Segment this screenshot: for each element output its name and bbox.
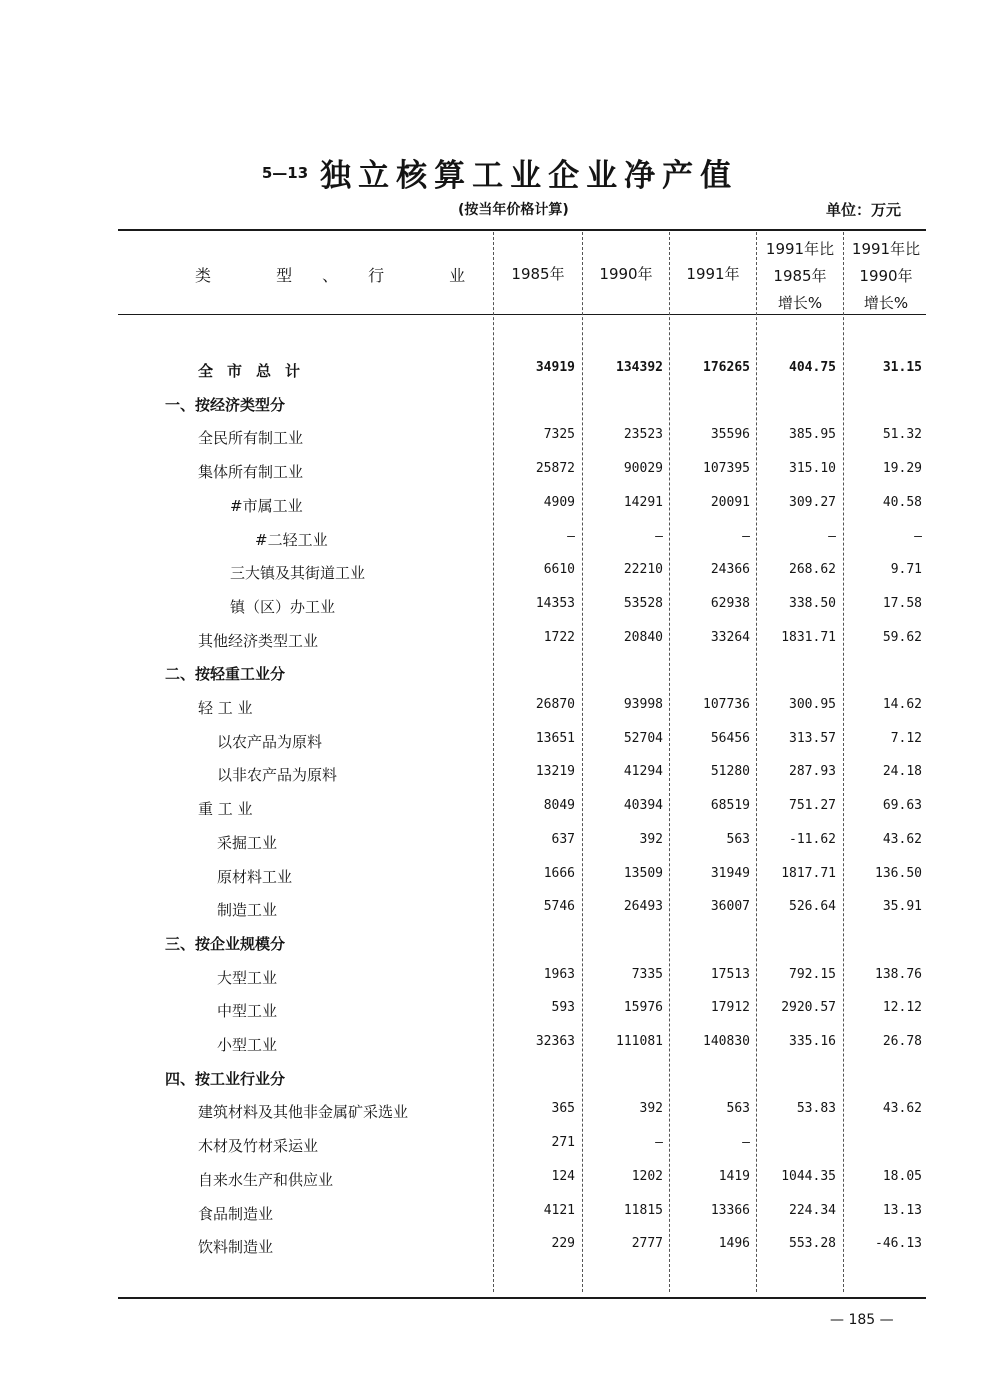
cell-value: 59.62	[882, 629, 922, 645]
table-row	[120, 491, 925, 521]
cell-value: —	[742, 528, 750, 544]
table-row	[120, 1199, 925, 1229]
row-label: 三大镇及其街道工业	[230, 564, 366, 583]
row-label: 全市总计	[198, 362, 315, 380]
cell-value: 287.93	[789, 764, 836, 780]
row-label: 制造工业	[217, 901, 278, 920]
table-row	[120, 760, 925, 790]
cell-value: 1817.71	[781, 865, 836, 881]
cell-value: 138.76	[875, 966, 922, 982]
cell-value: 53528	[623, 595, 663, 611]
cell-value: 51280	[710, 764, 750, 780]
cell-value: 56456	[710, 730, 750, 746]
table-row	[120, 1064, 925, 1094]
cell-value: 1722	[543, 629, 575, 645]
row-label: 建筑材料及其他非金属矿采选业	[198, 1103, 409, 1122]
row-label: 轻 工 业	[198, 699, 253, 717]
row-label: 木材及竹材采运业	[198, 1137, 319, 1156]
header-category: 类 型、行 业	[195, 266, 496, 285]
cell-value: 11815	[623, 1202, 663, 1218]
table-row	[120, 356, 925, 386]
cell-value: 12.12	[882, 1000, 922, 1016]
cell-value: 19.29	[882, 461, 922, 477]
table-row	[120, 727, 925, 757]
table-row	[120, 558, 925, 588]
cell-value: 4909	[543, 494, 575, 510]
row-label: 采掘工业	[217, 833, 278, 852]
cell-value: 34919	[535, 360, 575, 375]
cell-value: 271	[551, 1135, 575, 1151]
row-label: 以非农产品为原料	[217, 766, 338, 785]
cell-value: —	[567, 528, 575, 544]
cell-value: 51.32	[882, 427, 922, 443]
cell-value: 43.62	[882, 831, 922, 847]
table-number: 5—13	[261, 163, 309, 182]
row-label: 自来水生产和供应业	[198, 1170, 334, 1189]
header-growth-1990-line: 增长%	[863, 294, 909, 312]
cell-value: 24.18	[882, 764, 922, 780]
cell-value: —	[655, 1135, 663, 1151]
cell-value: 31949	[710, 865, 750, 881]
table-row	[120, 929, 925, 959]
cell-value: 26.78	[882, 1034, 922, 1049]
row-label: 以农产品为原料	[217, 732, 323, 751]
cell-value: 1666	[543, 865, 575, 881]
cell-value: 41294	[623, 764, 663, 780]
cell-value: 62938	[710, 595, 750, 611]
cell-value: 22210	[623, 562, 663, 578]
cell-value: 2777	[631, 1236, 663, 1252]
cell-value: 751.27	[789, 798, 836, 814]
cell-value: 385.95	[789, 427, 836, 443]
cell-value: 23523	[623, 427, 663, 443]
cell-value: 13509	[623, 865, 663, 881]
cell-value: 107395	[703, 461, 750, 477]
cell-value: 33264	[710, 629, 750, 645]
table-row	[120, 963, 925, 993]
cell-value: 4121	[543, 1202, 575, 1218]
header-growth-1990	[844, 236, 928, 317]
table-row	[120, 1165, 925, 1195]
cell-value: 17513	[710, 966, 750, 982]
header-growth-1985-line: 1991年比	[765, 240, 835, 258]
cell-value: 15976	[623, 1000, 663, 1016]
cell-value: 1419	[718, 1168, 750, 1184]
row-label: 其他经济类型工业	[198, 631, 319, 650]
cell-value: 1044.35	[781, 1168, 836, 1184]
table-title	[0, 150, 1000, 195]
cell-value: 1202	[631, 1168, 663, 1184]
page-number: — 185 —	[830, 1312, 894, 1328]
cell-value: 24366	[710, 562, 750, 578]
table-row	[120, 592, 925, 622]
cell-value: 563	[726, 1101, 750, 1117]
cell-value: 9.71	[890, 562, 922, 578]
header-growth-1990-line: 1990年	[859, 267, 913, 285]
header-1990: 1990年	[599, 265, 653, 283]
cell-value: —	[655, 528, 663, 544]
pricing-note: (按当年价格计算)	[458, 202, 569, 218]
cell-value: 93998	[623, 697, 663, 712]
cell-value: 20091	[710, 494, 750, 510]
cell-value: 14353	[535, 595, 575, 611]
cell-value: 13651	[535, 730, 575, 746]
cell-value: 124	[551, 1168, 575, 1184]
cell-value: 2920.57	[781, 1000, 836, 1016]
row-label: 四、按工业行业分	[165, 1069, 286, 1088]
cell-value: 300.95	[789, 697, 836, 712]
table-row	[120, 457, 925, 487]
cell-value: 43.62	[882, 1101, 922, 1117]
cell-value: 309.27	[789, 494, 836, 510]
cell-value: 90029	[623, 461, 663, 477]
table-row	[120, 1097, 925, 1127]
cell-value: 14.62	[882, 697, 922, 712]
row-label: 三、按企业规模分	[165, 934, 286, 953]
table-row	[120, 895, 925, 925]
cell-value: 26493	[623, 899, 663, 915]
cell-value: 7335	[631, 966, 663, 982]
table-row	[120, 862, 925, 892]
table-row	[120, 1030, 925, 1060]
cell-value: 268.62	[789, 562, 836, 578]
cell-value: 338.50	[789, 595, 836, 611]
cell-value: 107736	[703, 697, 750, 712]
cell-value: 176265	[703, 360, 750, 375]
cell-value: —	[742, 1135, 750, 1151]
cell-value: —	[914, 528, 922, 544]
cell-value: 69.63	[882, 798, 922, 814]
cell-value: 8049	[543, 798, 575, 814]
table-row	[120, 1232, 925, 1262]
row-label: 中型工业	[217, 1002, 278, 1021]
cell-value: -46.13	[875, 1236, 922, 1252]
cell-value: 17912	[710, 1000, 750, 1016]
table-row	[120, 828, 925, 858]
unit-label: 单位：万元	[826, 201, 902, 219]
cell-value: 563	[726, 831, 750, 847]
row-label: 全民所有制工业	[198, 429, 304, 448]
cell-value: 335.16	[789, 1034, 836, 1049]
row-label: #二轻工业	[255, 530, 328, 549]
cell-value: 26870	[535, 697, 575, 712]
cell-value: —	[828, 528, 836, 544]
cell-value: 18.05	[882, 1168, 922, 1184]
cell-value: 40394	[623, 798, 663, 814]
table-row	[120, 996, 925, 1026]
cell-value: 13.13	[882, 1202, 922, 1218]
cell-value: 1963	[543, 966, 575, 982]
row-label: #市属工业	[230, 496, 303, 515]
cell-value: 40.58	[882, 494, 922, 510]
table-row	[120, 659, 925, 689]
table-row	[120, 794, 925, 824]
cell-value: 17.58	[882, 595, 922, 611]
table-row	[120, 525, 925, 555]
table-row	[120, 693, 925, 723]
cell-value: 7325	[543, 427, 575, 443]
cell-value: 20840	[623, 629, 663, 645]
row-label: 食品制造业	[198, 1204, 274, 1223]
cell-value: 14291	[623, 494, 663, 510]
cell-value: 25872	[535, 461, 575, 477]
cell-value: 392	[639, 1101, 663, 1117]
row-label: 一、按经济类型分	[165, 395, 286, 414]
table-row	[120, 423, 925, 453]
cell-value: 35596	[710, 427, 750, 443]
cell-value: 68519	[710, 798, 750, 814]
cell-value: 526.64	[789, 899, 836, 915]
header-growth-1985	[757, 236, 843, 317]
cell-value: 13366	[710, 1202, 750, 1218]
cell-value: -11.62	[789, 831, 836, 847]
cell-value: 313.57	[789, 730, 836, 746]
row-label: 小型工业	[217, 1036, 278, 1054]
header-growth-1985-line: 1985年	[773, 267, 827, 285]
cell-value: 593	[551, 1000, 575, 1016]
cell-value: 136.50	[875, 865, 922, 881]
cell-value: 36007	[710, 899, 750, 915]
table-row	[120, 1131, 925, 1161]
table-row	[120, 626, 925, 656]
cell-value: 553.28	[789, 1236, 836, 1252]
cell-value: 315.10	[789, 461, 836, 477]
cell-value: 792.15	[789, 966, 836, 982]
row-label: 大型工业	[217, 968, 278, 987]
cell-value: 52704	[623, 730, 663, 746]
cell-value: 31.15	[882, 360, 922, 375]
cell-value: 53.83	[796, 1101, 836, 1117]
row-label: 重 工 业	[198, 800, 253, 819]
cell-value: 6610	[543, 562, 575, 578]
cell-value: 392	[639, 831, 663, 847]
cell-value: 224.34	[789, 1202, 836, 1218]
cell-value: 7.12	[890, 730, 922, 746]
row-label: 饮料制造业	[198, 1238, 274, 1257]
header-1985: 1985年	[511, 265, 565, 283]
cell-value: 134392	[616, 360, 663, 375]
cell-value: 1831.71	[781, 629, 836, 645]
header-growth-1990-line: 1991年比	[851, 240, 921, 258]
cell-value: 140830	[703, 1034, 750, 1049]
cell-value: 229	[551, 1236, 575, 1252]
cell-value: 637	[551, 831, 575, 847]
row-label: 原材料工业	[217, 867, 293, 886]
cell-value: 35.91	[882, 899, 922, 915]
row-label: 镇（区）办工业	[230, 597, 336, 616]
header-1991: 1991年	[686, 265, 740, 283]
top-rule	[118, 229, 926, 231]
cell-value: 32363	[535, 1034, 575, 1049]
cell-value: 1496	[718, 1236, 750, 1252]
table-title-text: 独立核算工业企业净产值	[320, 158, 739, 194]
bottom-rule	[118, 1297, 926, 1299]
cell-value: 365	[551, 1101, 575, 1117]
row-label: 集体所有制工业	[198, 463, 304, 482]
cell-value: 5746	[543, 899, 575, 915]
cell-value: 13219	[535, 764, 575, 780]
cell-value: 404.75	[789, 360, 836, 375]
row-label: 二、按轻重工业分	[165, 665, 286, 684]
header-growth-1985-line: 增长%	[777, 294, 823, 312]
table-row	[120, 390, 925, 420]
cell-value: 111081	[616, 1034, 663, 1049]
